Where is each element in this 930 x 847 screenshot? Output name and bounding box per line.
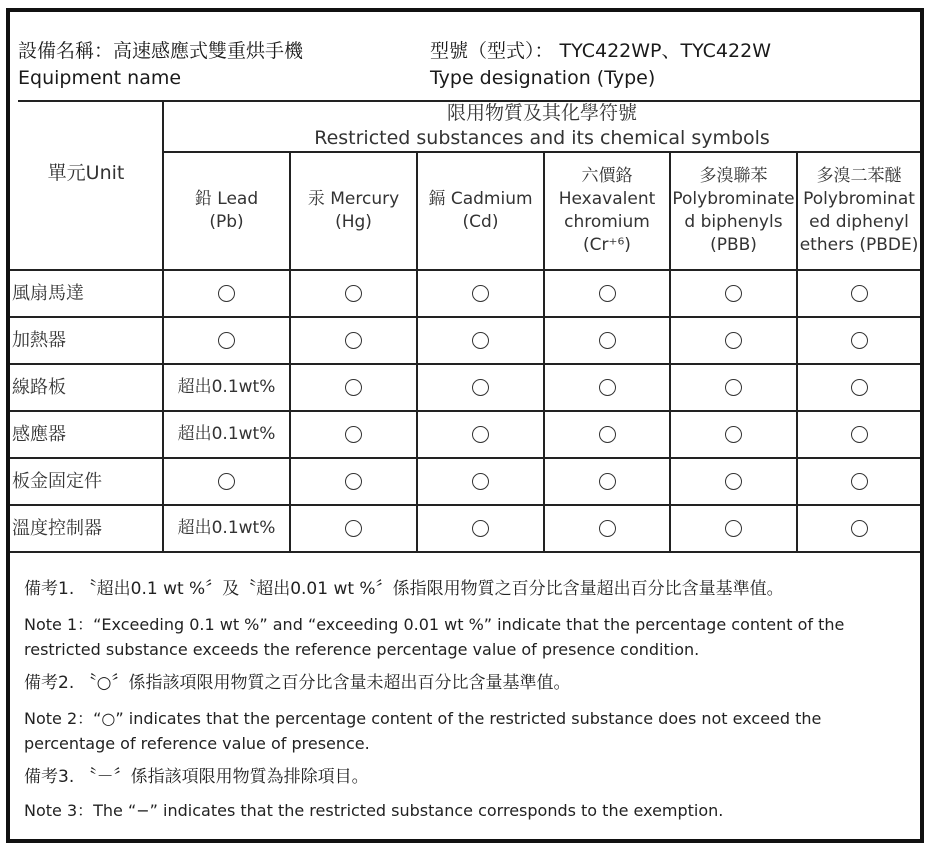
restricted-substances-table [10,100,920,553]
circle-icon [725,379,742,396]
circle-icon [599,473,616,490]
circle-icon [851,379,868,396]
circle-icon [599,332,616,349]
circle-icon [599,285,616,302]
note1-zh: 備考1. 〝超出0.1 wt %〞及〝超出0.01 wt %〞係指限用物質之百分比含量超出百分比含量基準值。 [24,579,784,599]
compliant-mark [417,458,544,505]
unit-name: 溫度控制器 [10,505,163,552]
compliant-mark [797,505,920,552]
circle-icon [472,285,489,302]
circle-icon [599,379,616,396]
restricted-substances-header [163,100,920,152]
circle-icon [851,426,868,443]
unit-name: 感應器 [10,411,163,458]
compliant-mark [417,411,544,458]
circle-icon [345,473,362,490]
circle-icon [851,473,868,490]
compliant-mark [670,270,797,317]
circle-icon [725,332,742,349]
substance-header-line: (Cr⁺⁶) [583,235,631,255]
compliant-mark [797,364,920,411]
compliant-mark [670,458,797,505]
compliant-mark [670,364,797,411]
circle-icon [851,285,868,302]
equipment-name-en: Equipment name [18,67,182,89]
circle-icon [472,473,489,490]
note3-zh: 備考3. 〝－〞係指該項限用物質為排除項目。 [24,767,369,787]
circle-icon [472,520,489,537]
compliant-mark [163,317,290,364]
substance-header-line: 六價鉻 [581,166,633,186]
table-row [10,270,920,317]
unit-name: 線路板 [10,364,163,411]
compliant-mark [417,270,544,317]
unit-name: 加熱器 [10,317,163,364]
restricted-substances-zh: 限用物質及其化學符號 [447,101,638,124]
substance-header-line: Hexavalent [558,189,656,209]
table-row [10,505,920,552]
compliant-mark [670,411,797,458]
compliant-mark [163,270,290,317]
compliant-mark [544,505,670,552]
compliant-mark [290,411,417,458]
unit-name: 風扇馬達 [10,270,163,317]
substance-header-0 [163,152,290,270]
circle-icon [218,473,235,490]
substance-header-line: Polybrominat [803,189,915,209]
substance-header-line: d biphenyls [684,212,783,232]
circle-icon [345,520,362,537]
substance-header-4 [670,152,797,270]
compliant-mark [290,505,417,552]
substance-header-line: (PBB) [710,235,757,255]
unit-name: 板金固定件 [10,458,163,505]
table-row [10,411,920,458]
compliant-mark [417,364,544,411]
circle-icon [725,426,742,443]
compliant-mark [797,317,920,364]
note1-en-line1: Note 1：“Exceeding 0.1 wt %” and “exceeding 0.01 wt %” indicate that the percentage content of the [24,615,845,634]
note2-en-line2: percentage of reference value of presence. [24,734,370,753]
substance-header-1 [290,152,417,270]
circle-icon [345,332,362,349]
document-frame [6,8,924,843]
circle-icon [599,520,616,537]
circle-icon [472,379,489,396]
substance-header-line: chromium [564,212,650,232]
circle-icon [851,332,868,349]
exceeds-value: 超出0.1wt% [163,505,290,552]
circle-icon [472,332,489,349]
compliant-mark [797,270,920,317]
table-row [10,458,920,505]
circle-icon [851,520,868,537]
compliant-mark [544,458,670,505]
compliant-mark [290,270,417,317]
substance-header-line: 多溴聯苯 [699,166,768,186]
compliant-mark [544,411,670,458]
circle-icon [218,332,235,349]
compliant-mark [417,317,544,364]
substance-header-line: ed diphenyl [809,212,909,232]
substance-header-3 [544,152,670,270]
compliant-mark [290,364,417,411]
circle-icon [345,285,362,302]
exceeds-value: 超出0.1wt% [163,364,290,411]
compliant-mark [670,317,797,364]
type-designation-zh: 型號（型式）： TYC422WP、TYC422W [430,40,771,62]
restricted-substances-en: Restricted substances and its chemical symbols [314,126,770,149]
document-header [18,12,920,102]
compliant-mark [544,270,670,317]
circle-icon [725,285,742,302]
unit-header: 單元Unit [10,100,163,270]
substance-header-line: 鎘 Cadmium [428,189,533,209]
type-designation-en: Type designation (Type) [430,67,656,89]
compliant-mark [544,364,670,411]
equipment-name-zh: 設備名稱：高速感應式雙重烘手機 [18,40,304,62]
compliant-mark [797,411,920,458]
compliant-mark [290,458,417,505]
substance-header-line: 多溴二苯醚 [816,166,902,186]
circle-icon [345,426,362,443]
exceeds-value: 超出0.1wt% [163,411,290,458]
table-body [10,270,920,552]
compliant-mark [290,317,417,364]
note1-en-line2: restricted substance exceeds the reference percentage value of presence condition. [24,640,700,659]
circle-icon [345,379,362,396]
substance-header-line: ethers (PBDE) [799,235,919,255]
substance-header-line: Polybrominate [672,189,795,209]
substance-header-5 [797,152,920,270]
note3-en: Note 3：The “−” indicates that the restricted substance corresponds to the exemption. [24,801,724,820]
circle-icon [218,285,235,302]
compliant-mark [670,505,797,552]
note2-zh: 備考2. 〝○〞係指該項限用物質之百分比含量未超出百分比含量基準值。 [24,673,571,693]
circle-icon [472,426,489,443]
compliant-mark [417,505,544,552]
substance-header-line: (Pb) [209,212,244,232]
substance-header-line: (Hg) [335,212,372,232]
compliant-mark [797,458,920,505]
substance-header-line: 鉛 Lead [194,189,259,209]
substance-header-line: (Cd) [462,212,499,232]
table-row [10,364,920,411]
substance-header-2 [417,152,544,270]
table-row [10,317,920,364]
note2-en-line1: Note 2：“○” indicates that the percentage content of the restricted substance does not exceed the [24,709,822,728]
substance-header-line: 汞 Mercury [307,189,400,209]
circle-icon [725,520,742,537]
compliant-mark [163,458,290,505]
circle-icon [725,473,742,490]
circle-icon [599,426,616,443]
compliant-mark [544,317,670,364]
